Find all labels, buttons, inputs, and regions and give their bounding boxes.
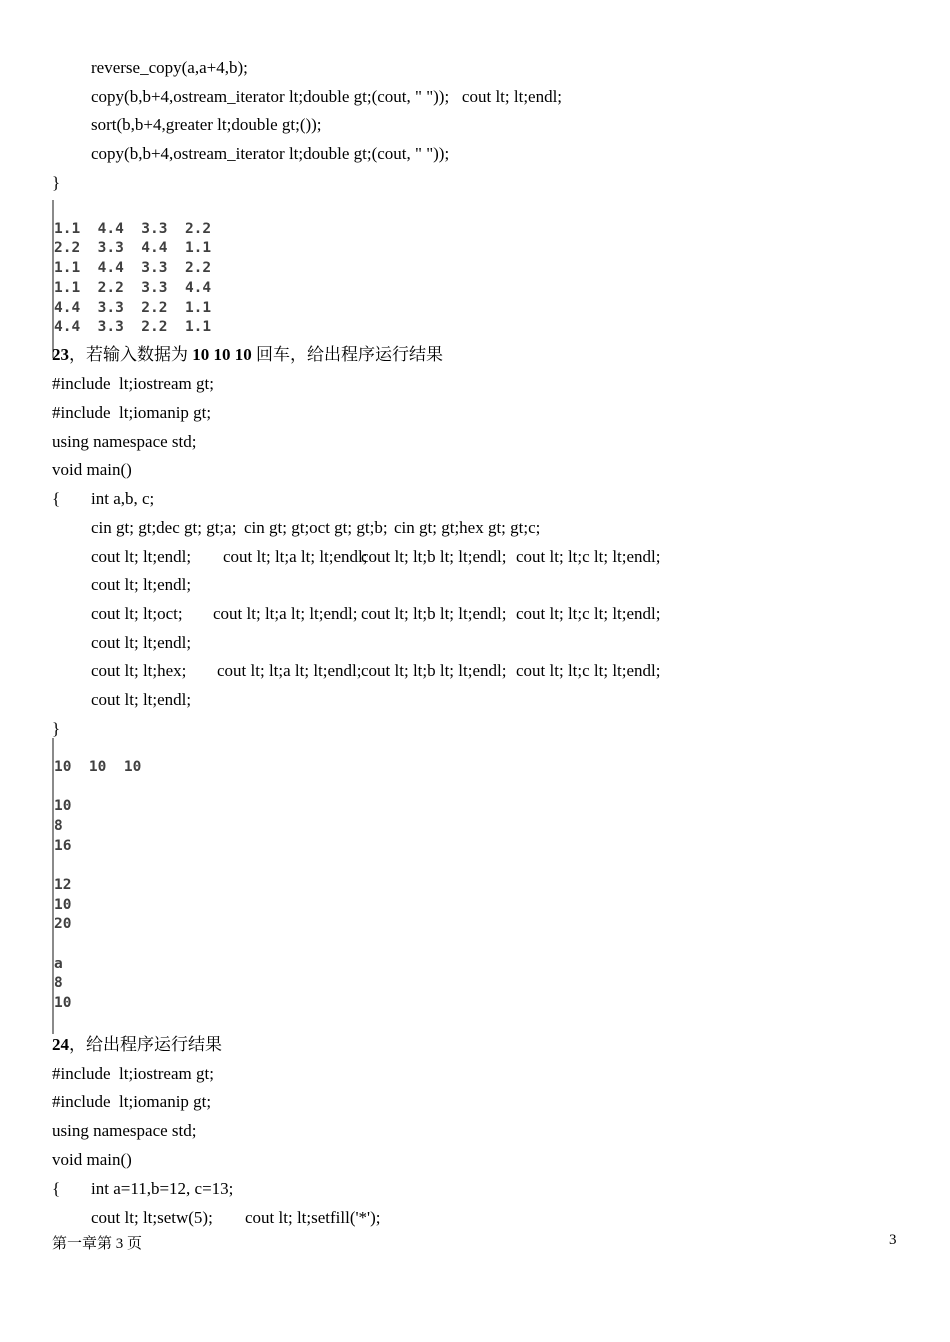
question-number: 23 [52,345,69,364]
console-line: a [54,955,63,972]
code-segment: cout lt; lt;b lt; lt;endl; [361,547,507,566]
code-segment: cout lt; lt;setw(5); [91,1208,213,1227]
question-23-heading [52,345,443,365]
console-line: 4.4 3.3 2.2 1.1 [54,299,212,316]
console-line: 1.1 4.4 3.3 2.2 [54,220,212,237]
code-segment: cout lt; lt;a lt; lt;endl; [213,604,358,623]
question-text: ，给出程序运行结果 [69,1035,222,1054]
console-output-1 [52,200,211,358]
code-segment: cout lt; lt;setfill('*'); [245,1208,381,1227]
code-segment: cin gt; gt;hex gt; gt;c; [394,518,541,537]
console-line: 20 [54,916,72,933]
code-line: using namespace std; [52,432,197,451]
code-line: #include lt;iostream gt; [52,374,214,393]
code-close-brace: } [52,719,61,738]
code-segment: cout lt; lt;hex; [91,661,187,680]
console-line: 10 [54,798,72,815]
console-line [54,935,141,955]
code-line: copy(b,b+4,ostream_iterator lt;double gt;(cout, " ")); [91,144,450,163]
footer-page-number: 3 [889,1232,897,1248]
console-output-2 [52,738,141,1034]
footer-chapter-page: 第一章第 3 页 [52,1236,143,1252]
code-segment: cout lt; lt;a lt; lt;endl; [223,547,368,566]
question-number: 24 [52,1035,69,1054]
console-line: 8 [54,817,63,834]
code-open-brace: { [52,1179,61,1198]
code-line: void main() [52,1150,132,1169]
console-line: 10 [54,995,72,1012]
code-segment: cin gt; gt;dec gt; gt;a; [91,518,237,537]
question-text: ，若输入数据为 [69,345,193,364]
code-line: sort(b,b+4,greater lt;double gt;()); [91,115,322,134]
console-line [54,856,141,876]
code-close-brace: } [52,173,61,192]
code-segment: cout lt; lt;endl; [91,547,192,566]
question-text: 回车，给出程序运行结果 [251,345,443,364]
console-line: 10 [54,896,72,913]
code-segment: cout lt; lt;c lt; lt;endl; [516,604,661,623]
code-line: cout lt; lt;endl; [91,633,192,652]
console-line: 1.1 2.2 3.3 4.4 [54,279,212,296]
code-segment: cout lt; lt;c lt; lt;endl; [516,547,661,566]
code-line: int a,b, c; [91,489,155,508]
console-line [54,777,141,797]
question-24-heading [52,1035,222,1055]
question-input-bold: 10 10 10 [192,345,252,364]
code-line: #include lt;iomanip gt; [52,1092,212,1111]
code-line: #include lt;iomanip gt; [52,403,212,422]
code-open-brace: { [52,489,61,508]
code-segment: cout lt; lt;oct; [91,604,183,623]
console-line: 1.1 4.4 3.3 2.2 [54,260,212,277]
console-line: 12 [54,876,72,893]
code-line: copy(b,b+4,ostream_iterator lt;double gt;(cout, " ")); cout lt; lt;endl; [91,87,563,106]
code-segment: cout lt; lt;b lt; lt;endl; [361,604,507,623]
code-segment: cout lt; lt;a lt; lt;endl; [217,661,362,680]
code-segment: cin gt; gt;oct gt; gt;b; [244,518,388,537]
console-line: 16 [54,837,72,854]
code-line: #include lt;iostream gt; [52,1064,214,1083]
code-segment: cout lt; lt;c lt; lt;endl; [516,661,661,680]
console-line: 8 [54,975,63,992]
console-line: 10 10 10 [54,758,142,775]
code-line: int a=11,b=12, c=13; [91,1179,234,1198]
code-line: cout lt; lt;endl; [91,690,192,709]
code-line: reverse_copy(a,a+4,b); [91,58,248,77]
code-segment: cout lt; lt;b lt; lt;endl; [361,661,507,680]
code-line: cout lt; lt;endl; [91,575,192,594]
console-line: 2.2 3.3 4.4 1.1 [54,240,212,257]
code-line: void main() [52,460,132,479]
console-line: 4.4 3.3 2.2 1.1 [54,319,212,336]
code-line: using namespace std; [52,1121,197,1140]
